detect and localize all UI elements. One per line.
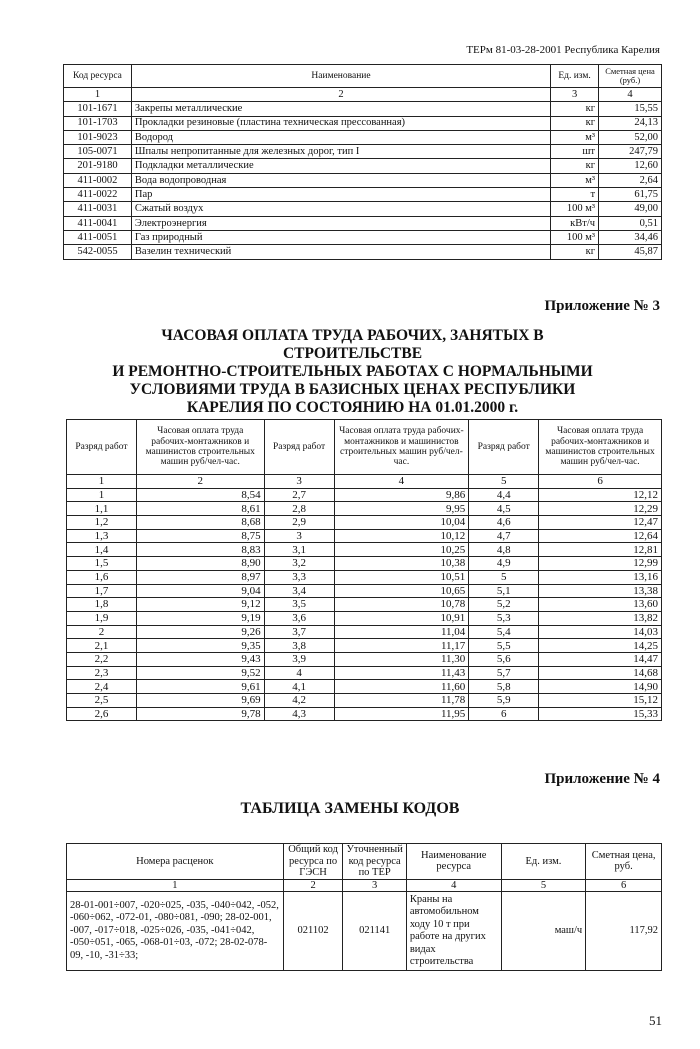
pay-rate: 14,25 bbox=[539, 639, 662, 653]
resource-name: Электроэнергия bbox=[131, 216, 550, 230]
grade: 1,2 bbox=[67, 516, 137, 530]
grade: 5,9 bbox=[469, 694, 539, 708]
header-grade: Разряд работ bbox=[67, 420, 137, 475]
grade: 6 bbox=[469, 707, 539, 721]
pay-rate: 9,43 bbox=[136, 652, 264, 666]
table-row bbox=[64, 245, 662, 259]
resource-code: 101-1703 bbox=[64, 116, 132, 130]
pay-rate: 9,69 bbox=[136, 694, 264, 708]
title-line: УСЛОВИЯМИ ТРУДА В БАЗИСНЫХ ЦЕНАХ РЕСПУБЛИКИ bbox=[129, 381, 576, 398]
code-replacement-table bbox=[66, 843, 662, 971]
pay-rate: 8,75 bbox=[136, 529, 264, 543]
resource-code: 411-0051 bbox=[64, 230, 132, 244]
table-row bbox=[67, 652, 662, 666]
resource-name: Прокладки резиновые (пластина техническая прессованная) bbox=[131, 116, 550, 130]
header-grade: Разряд работ bbox=[264, 420, 334, 475]
pay-rate: 10,25 bbox=[334, 543, 469, 557]
pay-rate: 13,82 bbox=[539, 611, 662, 625]
pay-rate: 10,38 bbox=[334, 557, 469, 571]
grade: 3,3 bbox=[264, 570, 334, 584]
appendix-4-label: Приложение № 4 bbox=[544, 771, 660, 787]
grade: 1,1 bbox=[67, 502, 137, 516]
grade: 1,4 bbox=[67, 543, 137, 557]
pay-rate: 10,51 bbox=[334, 570, 469, 584]
unit: кВт/ч bbox=[551, 216, 599, 230]
title-line: КАРЕЛИЯ ПО СОСТОЯНИЮ НА 01.01.2000 г. bbox=[186, 399, 519, 416]
unit: кг bbox=[551, 102, 599, 116]
price: 61,75 bbox=[599, 188, 662, 202]
pay-rate: 12,12 bbox=[539, 488, 662, 502]
grade: 4,5 bbox=[469, 502, 539, 516]
unit: т bbox=[551, 188, 599, 202]
grade: 4,4 bbox=[469, 488, 539, 502]
pay-rate: 8,90 bbox=[136, 557, 264, 571]
table-row bbox=[67, 488, 662, 502]
header-pay: Часовая оплата труда рабочих-монтажников и машинистов строительных машин руб/чел-час. bbox=[539, 420, 662, 475]
appendix-3-label: Приложение № 3 bbox=[544, 298, 660, 314]
pay-rate: 15,33 bbox=[539, 707, 662, 721]
pay-rate: 12,99 bbox=[539, 557, 662, 571]
table-row bbox=[67, 611, 662, 625]
table-row bbox=[67, 666, 662, 680]
price: 24,13 bbox=[599, 116, 662, 130]
col-number: 5 bbox=[469, 475, 539, 489]
header-ter-code: Уточненный код ресурса по ТЕР bbox=[343, 844, 406, 880]
table-row bbox=[67, 707, 662, 721]
col-number: 1 bbox=[67, 879, 284, 892]
grade: 2,6 bbox=[67, 707, 137, 721]
grade: 1,7 bbox=[67, 584, 137, 598]
pay-rate: 9,78 bbox=[136, 707, 264, 721]
col-number: 6 bbox=[586, 879, 662, 892]
grade: 3 bbox=[264, 529, 334, 543]
table-row bbox=[67, 516, 662, 530]
unit: м³ bbox=[551, 130, 599, 144]
table-row bbox=[64, 130, 662, 144]
table-row bbox=[64, 102, 662, 116]
resource-code: 411-0022 bbox=[64, 188, 132, 202]
header-price: Сметная цена, руб. bbox=[586, 844, 662, 880]
header-resource-name: Наименование ресурса bbox=[406, 844, 501, 880]
grade: 2,8 bbox=[264, 502, 334, 516]
resource-name: Вода водопроводная bbox=[131, 173, 550, 187]
header-code: Код ресурса bbox=[64, 65, 132, 88]
grade: 4,1 bbox=[264, 680, 334, 694]
pay-rate: 12,29 bbox=[539, 502, 662, 516]
pay-rate: 10,12 bbox=[334, 529, 469, 543]
col-number: 6 bbox=[539, 475, 662, 489]
materials-price-table bbox=[63, 64, 662, 260]
price: 52,00 bbox=[599, 130, 662, 144]
table-row bbox=[67, 680, 662, 694]
pay-rate: 11,43 bbox=[334, 666, 469, 680]
header-price: Сметная цена (руб.) bbox=[599, 65, 662, 88]
pay-rate: 14,47 bbox=[539, 652, 662, 666]
table-header-row bbox=[67, 844, 662, 880]
header-unit: Ед. изм. bbox=[501, 844, 586, 880]
column-number-row bbox=[67, 879, 662, 892]
resource-code: 201-9180 bbox=[64, 159, 132, 173]
col-number: 3 bbox=[343, 879, 406, 892]
grade: 2,7 bbox=[264, 488, 334, 502]
table-header-row bbox=[67, 420, 662, 475]
pay-rate: 9,19 bbox=[136, 611, 264, 625]
grade: 4 bbox=[264, 666, 334, 680]
price: 34,46 bbox=[599, 230, 662, 244]
grade: 4,9 bbox=[469, 557, 539, 571]
header-unit: Ед. изм. bbox=[551, 65, 599, 88]
resource-name: Краны на автомобильном ходу 10 т при работе на других видах строительства bbox=[406, 892, 501, 971]
pay-rate: 10,91 bbox=[334, 611, 469, 625]
pay-rate: 14,03 bbox=[539, 625, 662, 639]
price: 247,79 bbox=[599, 145, 662, 159]
col-number: 4 bbox=[334, 475, 469, 489]
pay-rate: 9,86 bbox=[334, 488, 469, 502]
pay-rate: 9,95 bbox=[334, 502, 469, 516]
grade: 3,7 bbox=[264, 625, 334, 639]
hourly-pay-table bbox=[66, 419, 662, 721]
pay-rate: 12,81 bbox=[539, 543, 662, 557]
document-header: ТЕРм 81-03-28-2001 Республика Карелия bbox=[466, 44, 660, 56]
grade: 1,6 bbox=[67, 570, 137, 584]
table-row bbox=[64, 188, 662, 202]
resource-name: Закрепы металлические bbox=[131, 102, 550, 116]
grade: 2,4 bbox=[67, 680, 137, 694]
unit: 100 м³ bbox=[551, 202, 599, 216]
resource-name: Газ природный bbox=[131, 230, 550, 244]
title-line: ЧАСОВАЯ ОПЛАТА ТРУДА РАБОЧИХ, ЗАНЯТЫХ В СТРОИТЕЛЬСТВЕ bbox=[161, 327, 544, 362]
table-row bbox=[67, 625, 662, 639]
grade: 2 bbox=[67, 625, 137, 639]
unit: кг bbox=[551, 116, 599, 130]
grade: 3,2 bbox=[264, 557, 334, 571]
col-number: 5 bbox=[501, 879, 586, 892]
grade: 5,7 bbox=[469, 666, 539, 680]
header-rates: Номера расценок bbox=[67, 844, 284, 880]
unit: кг bbox=[551, 245, 599, 259]
resource-name: Вазелин технический bbox=[131, 245, 550, 259]
grade: 3,9 bbox=[264, 652, 334, 666]
grade: 5,8 bbox=[469, 680, 539, 694]
gesn-code: 021102 bbox=[283, 892, 343, 971]
table-row bbox=[67, 639, 662, 653]
col-number: 2 bbox=[131, 88, 550, 102]
resource-name: Сжатый воздух bbox=[131, 202, 550, 216]
unit: м³ bbox=[551, 173, 599, 187]
table-row bbox=[64, 216, 662, 230]
grade: 1 bbox=[67, 488, 137, 502]
hourly-pay-table-body bbox=[67, 488, 662, 721]
col-number: 4 bbox=[599, 88, 662, 102]
table-row bbox=[67, 584, 662, 598]
price: 117,92 bbox=[586, 892, 662, 971]
table-header-row bbox=[64, 65, 662, 88]
title-line: И РЕМОНТНО-СТРОИТЕЛЬНЫХ РАБОТАХ С НОРМАЛЬНЫМИ bbox=[112, 363, 593, 380]
pay-rate: 11,78 bbox=[334, 694, 469, 708]
grade: 2,5 bbox=[67, 694, 137, 708]
pay-rate: 9,52 bbox=[136, 666, 264, 680]
pay-rate: 9,12 bbox=[136, 598, 264, 612]
grade: 5,3 bbox=[469, 611, 539, 625]
grade: 2,1 bbox=[67, 639, 137, 653]
column-number-row bbox=[64, 88, 662, 102]
page-number: 51 bbox=[649, 1013, 662, 1028]
pay-rate: 13,38 bbox=[539, 584, 662, 598]
table-row bbox=[64, 202, 662, 216]
resource-name: Шпалы непропитанные для железных дорог, тип I bbox=[131, 145, 550, 159]
pay-rate: 15,12 bbox=[539, 694, 662, 708]
column-number-row bbox=[67, 475, 662, 489]
grade: 3,6 bbox=[264, 611, 334, 625]
unit: кг bbox=[551, 159, 599, 173]
table-row bbox=[67, 543, 662, 557]
grade: 5,4 bbox=[469, 625, 539, 639]
pay-rate: 11,95 bbox=[334, 707, 469, 721]
grade: 3,8 bbox=[264, 639, 334, 653]
table-row bbox=[64, 230, 662, 244]
table-row bbox=[67, 557, 662, 571]
grade: 5,5 bbox=[469, 639, 539, 653]
header-pay: Часовая оплата труда рабочих-монтажников и машинистов строительных машин руб/чел-час. bbox=[334, 420, 469, 475]
price: 12,60 bbox=[599, 159, 662, 173]
resource-name: Пар bbox=[131, 188, 550, 202]
pay-rate: 8,83 bbox=[136, 543, 264, 557]
grade: 4,8 bbox=[469, 543, 539, 557]
grade: 5,2 bbox=[469, 598, 539, 612]
pay-rate: 8,61 bbox=[136, 502, 264, 516]
rate-numbers: 28-01-001÷007, -020÷025, -035, -040÷042, -052, -060÷062, -072-01, -080÷081, -090; 28-02-001, -007, -017÷018, -025÷026, -035, -041÷042, -050÷051, -065, -068-01÷03, -072; 28-02-078-09, -10, -31÷33; bbox=[67, 892, 284, 971]
col-number: 2 bbox=[283, 879, 343, 892]
pay-rate: 8,54 bbox=[136, 488, 264, 502]
grade: 2,9 bbox=[264, 516, 334, 530]
grade: 4,6 bbox=[469, 516, 539, 530]
pay-rate: 14,90 bbox=[539, 680, 662, 694]
materials-table-body bbox=[64, 102, 662, 259]
col-number: 4 bbox=[406, 879, 501, 892]
pay-rate: 8,68 bbox=[136, 516, 264, 530]
table-row bbox=[64, 173, 662, 187]
pay-rate: 14,68 bbox=[539, 666, 662, 680]
header-grade: Разряд работ bbox=[469, 420, 539, 475]
grade: 1,3 bbox=[67, 529, 137, 543]
resource-code: 101-9023 bbox=[64, 130, 132, 144]
grade: 2,3 bbox=[67, 666, 137, 680]
resource-code: 411-0002 bbox=[64, 173, 132, 187]
grade: 1,5 bbox=[67, 557, 137, 571]
header-pay: Часовая оплата труда рабочих-монтажников и машинистов строительных машин руб/чел-час. bbox=[136, 420, 264, 475]
header-name: Наименование bbox=[131, 65, 550, 88]
pay-rate: 9,61 bbox=[136, 680, 264, 694]
col-number: 2 bbox=[136, 475, 264, 489]
table-row bbox=[64, 116, 662, 130]
price: 45,87 bbox=[599, 245, 662, 259]
table-row bbox=[67, 529, 662, 543]
pay-rate: 10,78 bbox=[334, 598, 469, 612]
appendix-4-title: ТАБЛИЦА ЗАМЕНЫ КОДОВ bbox=[240, 800, 460, 817]
grade: 4,2 bbox=[264, 694, 334, 708]
grade: 5,6 bbox=[469, 652, 539, 666]
unit: маш/ч bbox=[501, 892, 586, 971]
col-number: 3 bbox=[264, 475, 334, 489]
table-row bbox=[67, 502, 662, 516]
grade: 5 bbox=[469, 570, 539, 584]
pay-rate: 9,26 bbox=[136, 625, 264, 639]
unit: шт bbox=[551, 145, 599, 159]
pay-rate: 11,17 bbox=[334, 639, 469, 653]
resource-name: Подкладки металлические bbox=[131, 159, 550, 173]
pay-rate: 9,04 bbox=[136, 584, 264, 598]
grade: 5,1 bbox=[469, 584, 539, 598]
resource-code: 411-0041 bbox=[64, 216, 132, 230]
table-row bbox=[64, 159, 662, 173]
grade: 2,2 bbox=[67, 652, 137, 666]
pay-rate: 11,30 bbox=[334, 652, 469, 666]
pay-rate: 13,60 bbox=[539, 598, 662, 612]
pay-rate: 9,35 bbox=[136, 639, 264, 653]
price: 0,51 bbox=[599, 216, 662, 230]
pay-rate: 12,64 bbox=[539, 529, 662, 543]
header-gesn-code: Общий код ресурса по ГЭСН bbox=[283, 844, 343, 880]
table-row bbox=[64, 145, 662, 159]
price: 15,55 bbox=[599, 102, 662, 116]
col-number: 1 bbox=[67, 475, 137, 489]
price: 49,00 bbox=[599, 202, 662, 216]
resource-name: Водород bbox=[131, 130, 550, 144]
resource-code: 411-0031 bbox=[64, 202, 132, 216]
col-number: 1 bbox=[64, 88, 132, 102]
grade: 3,4 bbox=[264, 584, 334, 598]
resource-code: 542-0055 bbox=[64, 245, 132, 259]
table-row bbox=[67, 892, 662, 971]
pay-rate: 11,60 bbox=[334, 680, 469, 694]
table-row bbox=[67, 598, 662, 612]
appendix-3-title bbox=[90, 327, 615, 417]
grade: 3,5 bbox=[264, 598, 334, 612]
ter-code: 021141 bbox=[343, 892, 406, 971]
grade: 3,1 bbox=[264, 543, 334, 557]
unit: 100 м³ bbox=[551, 230, 599, 244]
resource-code: 105-0071 bbox=[64, 145, 132, 159]
grade: 1,8 bbox=[67, 598, 137, 612]
grade: 1,9 bbox=[67, 611, 137, 625]
table-row bbox=[67, 694, 662, 708]
pay-rate: 11,04 bbox=[334, 625, 469, 639]
pay-rate: 12,47 bbox=[539, 516, 662, 530]
pay-rate: 13,16 bbox=[539, 570, 662, 584]
pay-rate: 10,65 bbox=[334, 584, 469, 598]
pay-rate: 8,97 bbox=[136, 570, 264, 584]
price: 2,64 bbox=[599, 173, 662, 187]
resource-code: 101-1671 bbox=[64, 102, 132, 116]
col-number: 3 bbox=[551, 88, 599, 102]
grade: 4,7 bbox=[469, 529, 539, 543]
table-row bbox=[67, 570, 662, 584]
grade: 4,3 bbox=[264, 707, 334, 721]
pay-rate: 10,04 bbox=[334, 516, 469, 530]
